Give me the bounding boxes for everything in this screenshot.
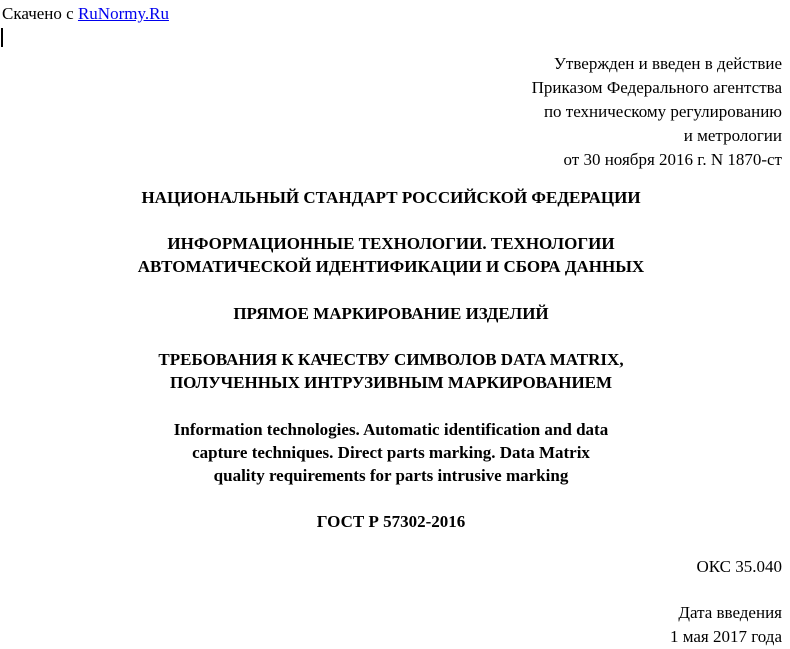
requirements-line: ТРЕБОВАНИЯ К КАЧЕСТВУ СИМВОЛОВ DATA MATRIX,	[158, 350, 624, 369]
introduction-date: 1 мая 2017 года	[669, 627, 782, 646]
english-title-line: Information technologies. Automatic identification and data	[173, 420, 609, 439]
gost-number	[0, 510, 782, 533]
main-title-line: АВТОМАТИЧЕСКОЙ ИДЕНТИФИКАЦИИ И СБОРА ДАННЫХ	[137, 257, 645, 276]
english-title	[0, 418, 782, 487]
oks-code: ОКС 35.040	[696, 557, 782, 576]
requirements-title	[0, 348, 782, 394]
english-title-line: quality requirements for parts intrusive marking	[213, 466, 569, 485]
subtitle	[0, 302, 782, 325]
standard-type-title	[0, 186, 782, 209]
standard-type-line: НАЦИОНАЛЬНЫЙ СТАНДАРТ РОССИЙСКОЙ ФЕДЕРАЦИИ	[141, 188, 641, 207]
main-title-line: ИНФОРМАЦИОННЫЕ ТЕХНОЛОГИИ. ТЕХНОЛОГИИ	[167, 234, 615, 253]
approval-line: по техническому регулированию	[543, 102, 782, 121]
source-line	[2, 4, 169, 24]
text-cursor	[1, 28, 3, 47]
approval-line: Приказом Федерального агентства	[531, 78, 782, 97]
subtitle-line: ПРЯМОЕ МАРКИРОВАНИЕ ИЗДЕЛИЙ	[233, 304, 549, 323]
english-title-line: capture techniques. Direct parts marking. Data Matrix	[192, 443, 590, 462]
runormy-link[interactable]: RuNormy.Ru	[77, 4, 169, 23]
introduction-label: Дата введения	[678, 603, 782, 622]
source-prefix: Скачено с	[2, 4, 78, 23]
approval-line: и метрологии	[683, 126, 782, 145]
approval-line: Утвержден и введен в действие	[553, 54, 782, 73]
approval-block	[532, 52, 782, 172]
requirements-line: ПОЛУЧЕННЫХ ИНТРУЗИВНЫМ МАРКИРОВАНИЕМ	[169, 373, 613, 392]
introduction-date-block	[670, 601, 782, 649]
approval-line: от 30 ноября 2016 г. N 1870-ст	[563, 150, 782, 169]
gost-number-line: ГОСТ Р 57302-2016	[316, 512, 466, 531]
main-title	[0, 232, 782, 278]
